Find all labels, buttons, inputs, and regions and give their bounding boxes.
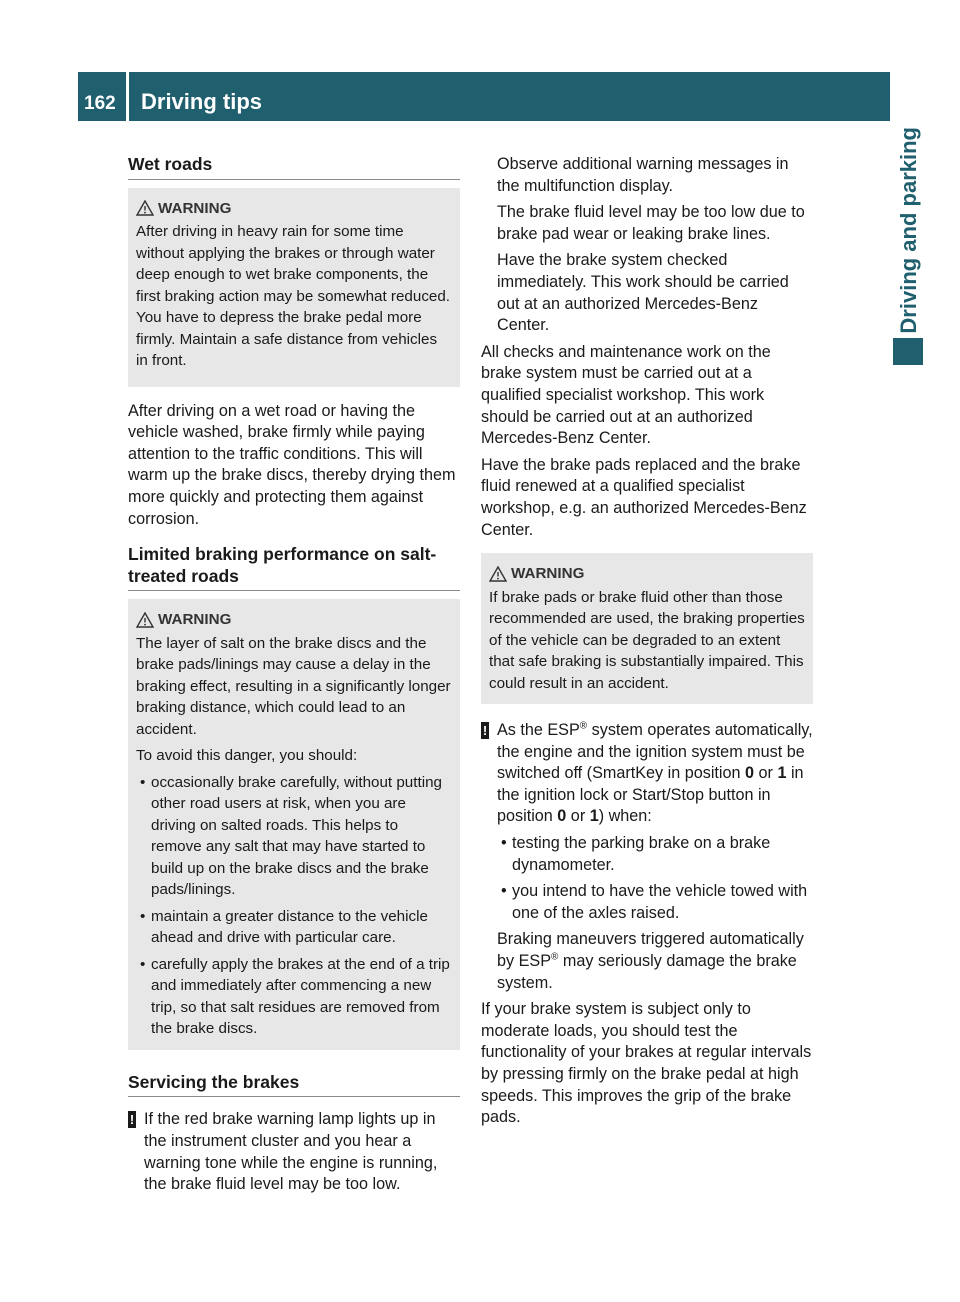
right-column (481, 154, 813, 1134)
text-part: may seriously damage the brake system. (497, 952, 797, 992)
note-esp (481, 720, 813, 828)
warning-label: WARNING (158, 611, 232, 629)
note-text-part: system operates automatically, the engine and the ignition system must be switched off (SmartKey in position (497, 721, 813, 783)
paragraph: All checks and maintenance work on the brake system must be carried out at a qualified specialist workshop. This work should be carried out at an authorized Mercedes-Benz Center. (481, 342, 771, 448)
note-brake-lamp (128, 1109, 460, 1195)
list-item: • maintain a greater distance to the vehicle ahead and drive with particular care. (136, 906, 452, 949)
page-title: Driving tips (141, 89, 263, 114)
warning-box-salt (128, 599, 460, 1050)
text-part: Braking maneuvers triggered automatically by ESP (497, 930, 804, 971)
warning-label: WARNING (158, 199, 232, 217)
ignition-position: 1 (777, 764, 787, 783)
warning-text: The layer of salt on the brake discs and the brake pads/linings may cause a delay in the braking effect, resulting in a significantly longer braking distance, which could lead to an accident. (136, 634, 451, 738)
note-text-part: As the ESP (497, 721, 580, 740)
warning-triangle-icon (489, 566, 507, 582)
section-tab-marker (893, 338, 923, 365)
warning-header (489, 563, 805, 585)
registered-mark: ® (551, 951, 559, 963)
exclamation-icon: ! (129, 1112, 135, 1128)
paragraph: If your brake system is subject only to moderate loads, you should test the functionality of your brakes at regular intervals by pressing firmly on the brake pedal at high speeds. This improves the grip of the brake pads. (481, 1000, 812, 1127)
paragraph: Have the brake system checked immediately. This work should be carried out at an authorized Mercedes-Benz Center. (497, 251, 789, 335)
warning-box-wet (128, 188, 460, 387)
warning-triangle-icon (136, 200, 154, 216)
note-text-part: in the ignition lock or Start/Stop button in position (497, 764, 804, 826)
warning-intro: To avoid this danger, you should: (136, 747, 358, 765)
button-position: 1 (589, 807, 599, 826)
section-side-label (889, 72, 929, 334)
list-item: • you intend to have the vehicle towed with one of the axles raised. (497, 881, 813, 924)
servicing-heading: Servicing the brakes (128, 1072, 460, 1098)
warning-text: If brake pads or brake fluid other than those recommended are used, the braking properties of the vehicle can be degraded to an extent that safe braking is substantially impaired. This could result in an accident. (489, 588, 805, 692)
list-item: • testing the parking brake on a brake dynamometer. (497, 833, 813, 876)
warning-triangle-icon (136, 612, 154, 628)
list-item: • carefully apply the brakes at the end of a trip and immediately after commencing a new trip, so that salt residues are removed from the brake discs. (136, 954, 452, 1040)
note-text-part: ) when: (598, 807, 652, 826)
warning-text: After driving in heavy rain for some time without applying the brakes or through water deep enough to wet brake components, the first braking action may be somewhat reduced. You have to depress the brake pedal more firmly. Maintain a safe distance from vehicles in front. (136, 223, 451, 370)
note-text: If the red brake warning lamp lights up in the instrument cluster and you hear a warning tone while the engine is running, the brake fluid level may be too low. (144, 1110, 438, 1194)
list-item: • occasionally brake carefully, without putting other road users at risk, when you are driving on salted roads. This helps to remove any salt that may have started to build up on the brake discs and the brake pads/linings. (136, 772, 452, 901)
left-column (128, 154, 460, 1201)
ignition-position: 0 (745, 764, 755, 783)
wet-roads-body: After driving on a wet road or having the vehicle washed, brake firmly while paying attention to the traffic conditions. This will warm up the brake discs, thereby drying them more quickly and protecting them against corrosion. (128, 401, 456, 528)
salt-roads-heading: Limited braking performance on salt-treated roads (128, 544, 460, 591)
warning-header (136, 198, 452, 220)
paragraph: The brake fluid level may be too low due to brake pad wear or leaking brake lines. (497, 203, 805, 243)
exclamation-icon: ! (482, 723, 488, 739)
paragraph: Have the brake pads replaced and the brake fluid renewed at a qualified specialist workshop, e.g. an authorized Mercedes-Benz Center. (481, 455, 807, 539)
paragraph: Observe additional warning messages in the multifunction display. (497, 155, 789, 195)
page-number: 162 (84, 93, 116, 114)
warning-label: WARNING (511, 565, 585, 583)
section-side-label-text: Driving and parking (896, 127, 921, 334)
button-position: 0 (557, 807, 567, 826)
paragraph (497, 929, 813, 994)
note-text-part: or (566, 807, 590, 826)
registered-mark: ® (579, 720, 588, 732)
warning-box-brake-pads (481, 553, 813, 704)
note-text-part: or (754, 764, 778, 783)
wet-roads-heading: Wet roads (128, 154, 460, 180)
warning-header (136, 609, 452, 631)
